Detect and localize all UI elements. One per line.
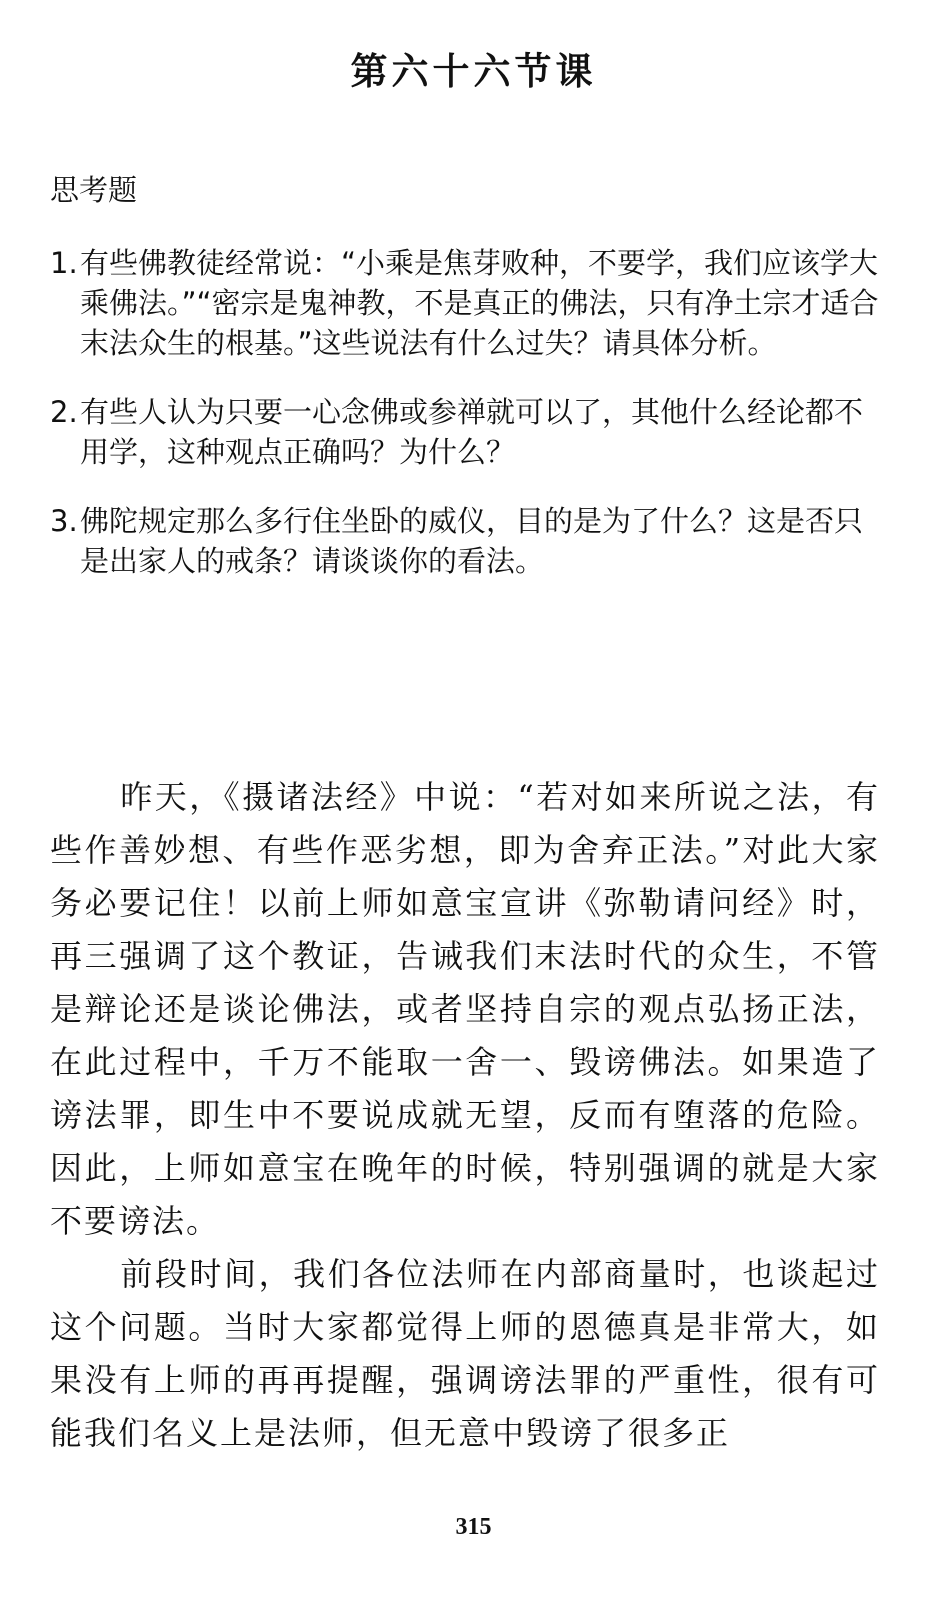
question-item: [50, 392, 880, 472]
question-number: 3.: [50, 504, 78, 538]
section-heading: 思考题: [50, 173, 138, 207]
question-item: [50, 243, 880, 363]
body-text: [50, 771, 880, 1460]
question-list: [50, 243, 880, 610]
question-number: 2.: [50, 395, 78, 429]
question-text: 佛陀规定那么多行住坐卧的威仪，目的是为了什么？这是否只是出家人的戒条？请谈谈你的看法。: [80, 504, 864, 578]
question-item: [50, 501, 880, 581]
question-text: 有些佛教徒经常说：“小乘是焦芽败种，不要学，我们应该学大乘佛法。”“密宗是鬼神教，不是真正的佛法，只有净土宗才适合末法众生的根基。”这些说法有什么过失？请具体分析。: [80, 246, 879, 360]
question-text: 有些人认为只要一心念佛或参禅就可以了，其他什么经论都不用学，这种观点正确吗？为什么？: [80, 395, 864, 469]
body-paragraph: 昨天，《摄诸法经》中说：“若对如来所说之法，有些作善妙想、有些作恶劣想，即为舍弃正法。”对此大家务必要记住！以前上师如意宝宣讲《弥勒请问经》时，再三强调了这个教证，告诫我们末法时代的众生，不管是辩论还是谈论佛法，或者坚持自宗的观点弘扬正法，在此过程中，千万不能取一舍一、毁谤佛法。如果造了谤法罪，即生中不要说成就无望，反而有堕落的危险。因此，上师如意宝在晚年的时候，特别强调的就是大家不要谤法。: [50, 778, 880, 1240]
page-number: 315: [455, 1514, 492, 1540]
body-paragraph: 前段时间，我们各位法师在内部商量时，也谈起过这个问题。当时大家都觉得上师的恩德真是非常大，如果没有上师的再再提醒，强调谤法罪的严重性，很有可能我们名义上是法师，但无意中毁谤了很多正: [50, 1255, 880, 1452]
question-number: 1.: [50, 246, 78, 280]
lesson-title: 第六十六节课: [350, 49, 597, 93]
